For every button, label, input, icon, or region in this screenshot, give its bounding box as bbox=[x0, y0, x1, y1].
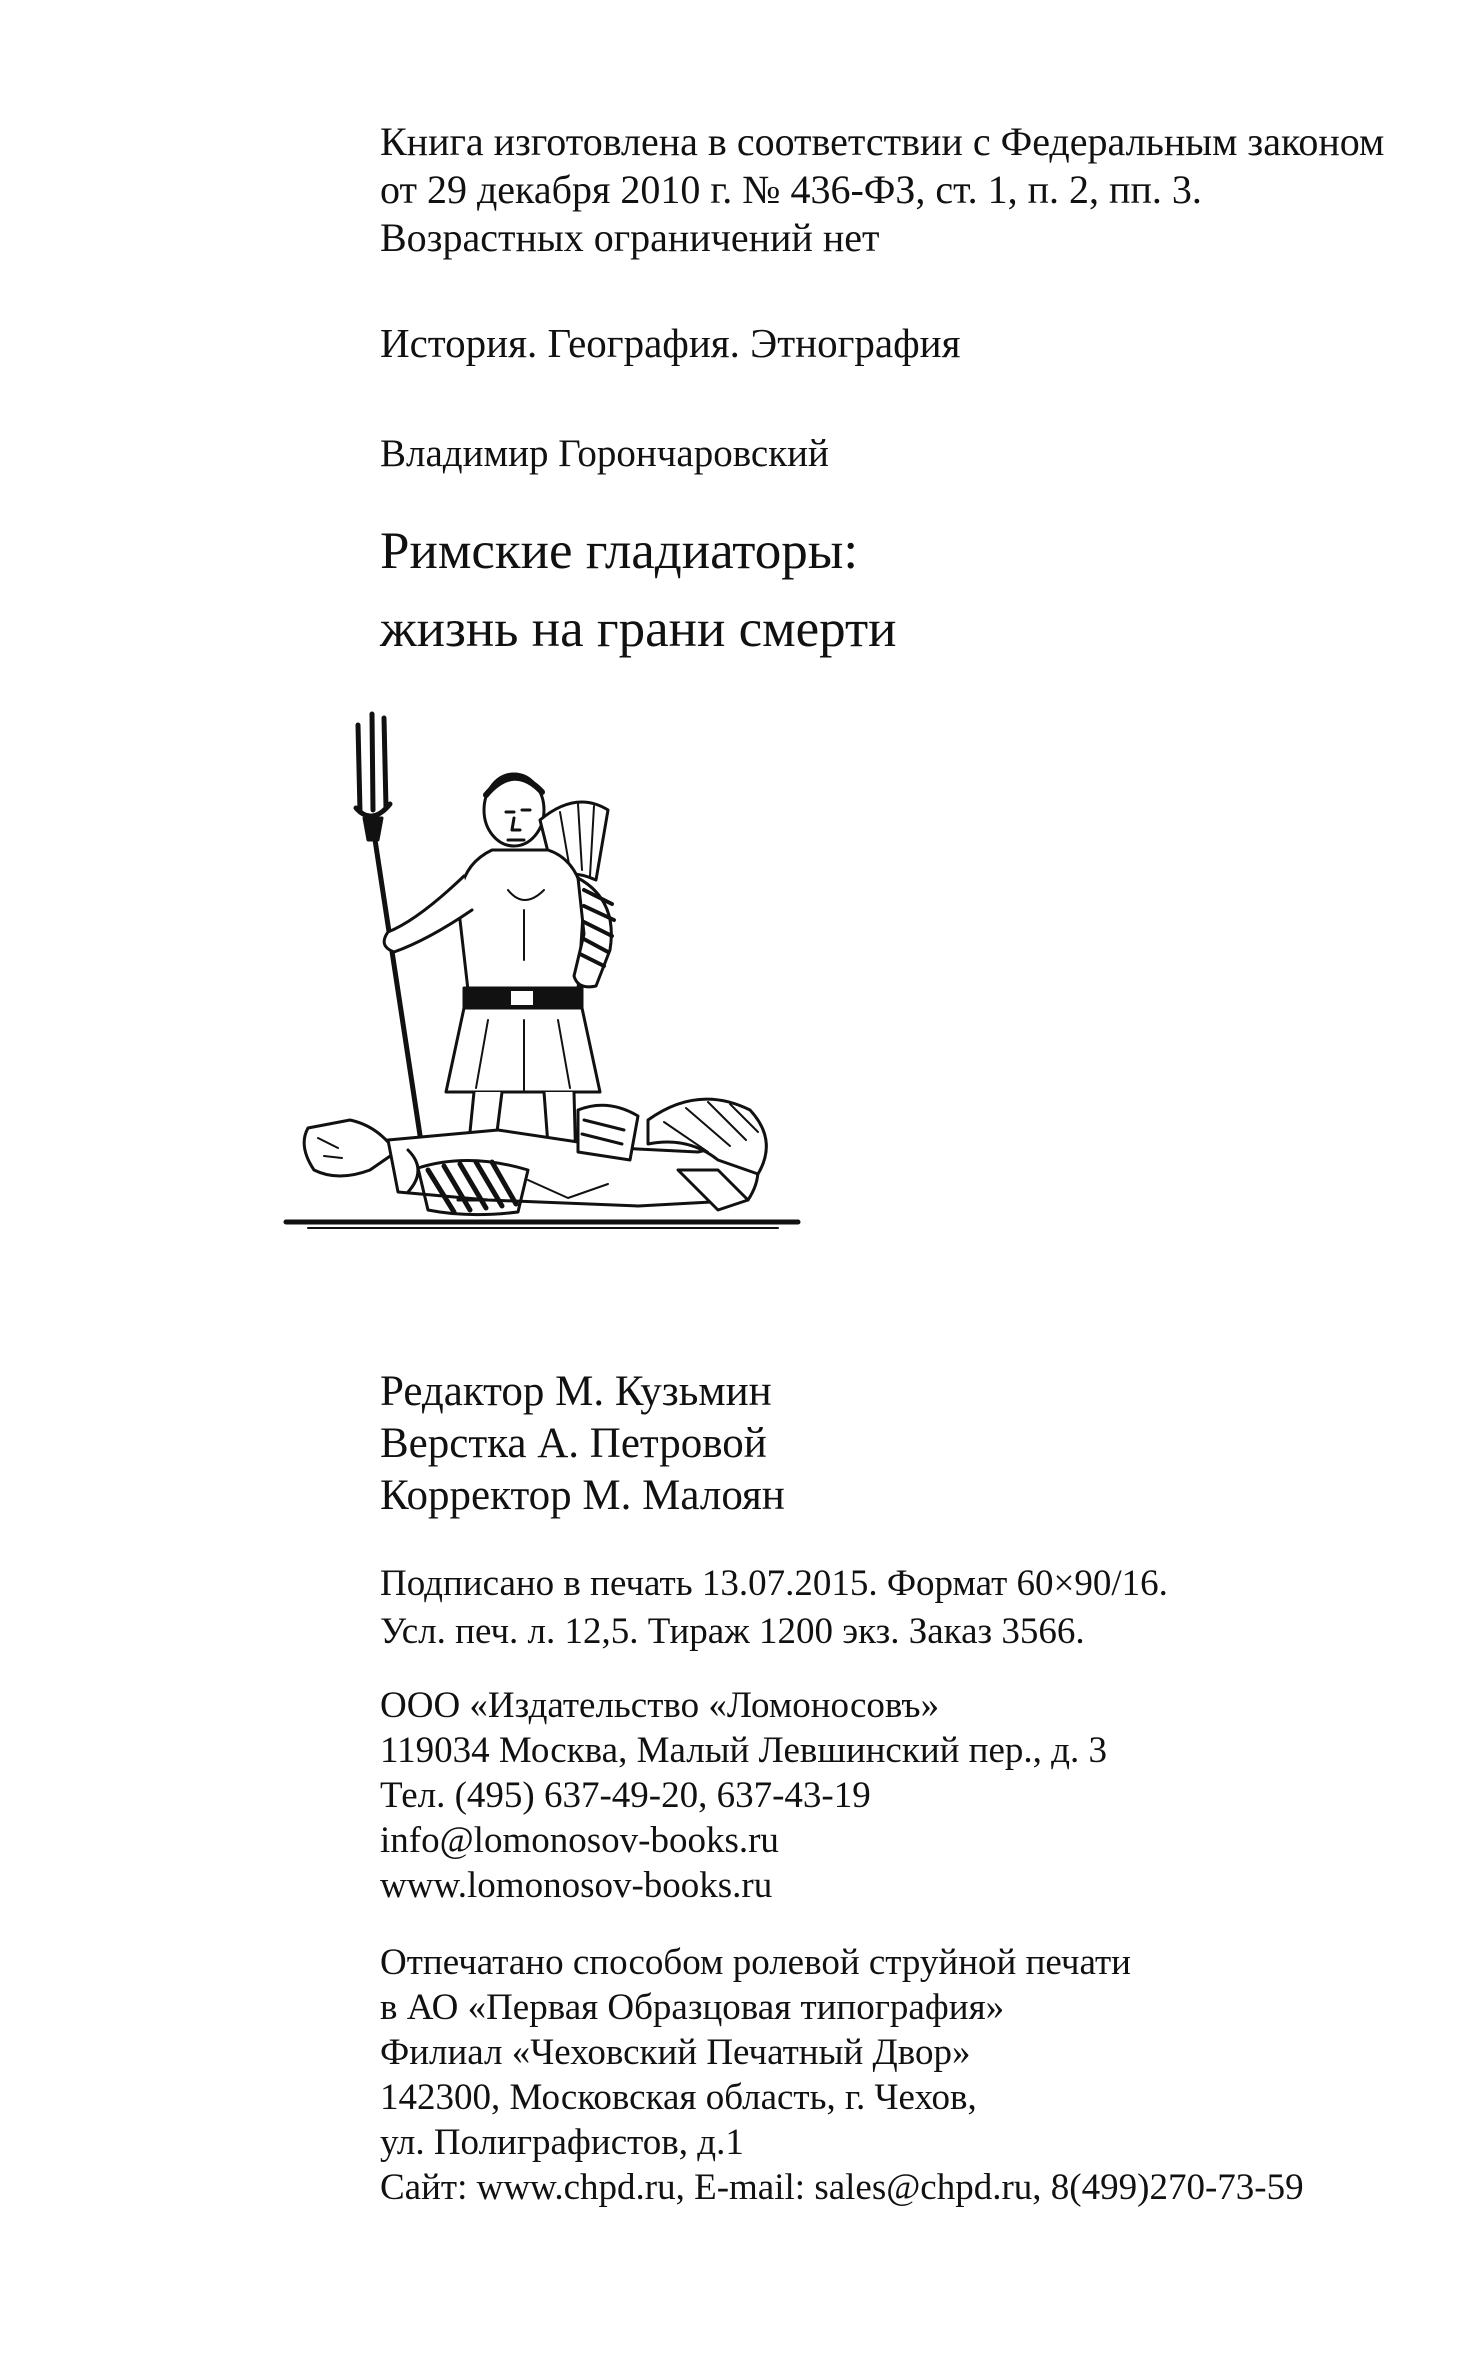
printer-line: в АО «Первая Образцовая типография» bbox=[380, 1987, 1005, 2028]
printer-line: ул. Полиграфистов, д.1 bbox=[380, 2122, 744, 2163]
publisher-email: info@lomonosov-books.ru bbox=[380, 1820, 779, 1861]
publisher-info bbox=[380, 1683, 1107, 1908]
title-line: жизнь на грани смерти bbox=[380, 600, 897, 658]
series-title: История. География. Этнография bbox=[380, 320, 961, 366]
printer-info bbox=[380, 1940, 1304, 2210]
title-line: Римские гладиаторы: bbox=[380, 522, 859, 580]
printer-line: Отпечатано способом ролевой струйной печати bbox=[380, 1942, 1131, 1983]
credits bbox=[380, 1366, 785, 1522]
publisher-line: 119034 Москва, Малый Левшинский пер., д. 3 bbox=[380, 1730, 1107, 1771]
legal-line: от 29 декабря 2010 г. № 436-ФЗ, ст. 1, п. 2, пп. 3. bbox=[380, 167, 1202, 212]
printer-line: 142300, Московская область, г. Чехов, bbox=[380, 2077, 977, 2118]
printer-line: Филиал «Чеховский Печатный Двор» bbox=[380, 2032, 971, 2073]
credit-line: Верстка А. Петровой bbox=[380, 1420, 767, 1467]
credit-line: Корректор М. Малоян bbox=[380, 1472, 785, 1519]
book-title bbox=[380, 512, 897, 668]
author-name: Владимир Горончаровский bbox=[380, 432, 829, 475]
gladiator-illustration-icon bbox=[278, 700, 808, 1240]
print-info-line: Усл. печ. л. 12,5. Тираж 1200 экз. Заказ 3566. bbox=[380, 1611, 1085, 1652]
publisher-line: ООО «Издательство «Ломоносовъ» bbox=[380, 1685, 940, 1726]
printer-contacts: Сайт: www.chpd.ru, E-mail: sales@chpd.ru, 8(499)270-73-59 bbox=[380, 2167, 1304, 2208]
legal-line: Возрастных ограничений нет bbox=[380, 215, 880, 260]
print-info bbox=[380, 1560, 1168, 1656]
print-info-line: Подписано в печать 13.07.2015. Формат 60×90/16. bbox=[380, 1563, 1168, 1604]
legal-line: Книга изготовлена в соответствии с Федеральным законом bbox=[380, 119, 1385, 164]
credit-line: Редактор М. Кузьмин bbox=[380, 1368, 772, 1415]
legal-notice bbox=[380, 118, 1384, 262]
publisher-website: www.lomonosov-books.ru bbox=[380, 1865, 773, 1906]
publisher-line: Тел. (495) 637-49-20, 637-43-19 bbox=[380, 1775, 871, 1816]
